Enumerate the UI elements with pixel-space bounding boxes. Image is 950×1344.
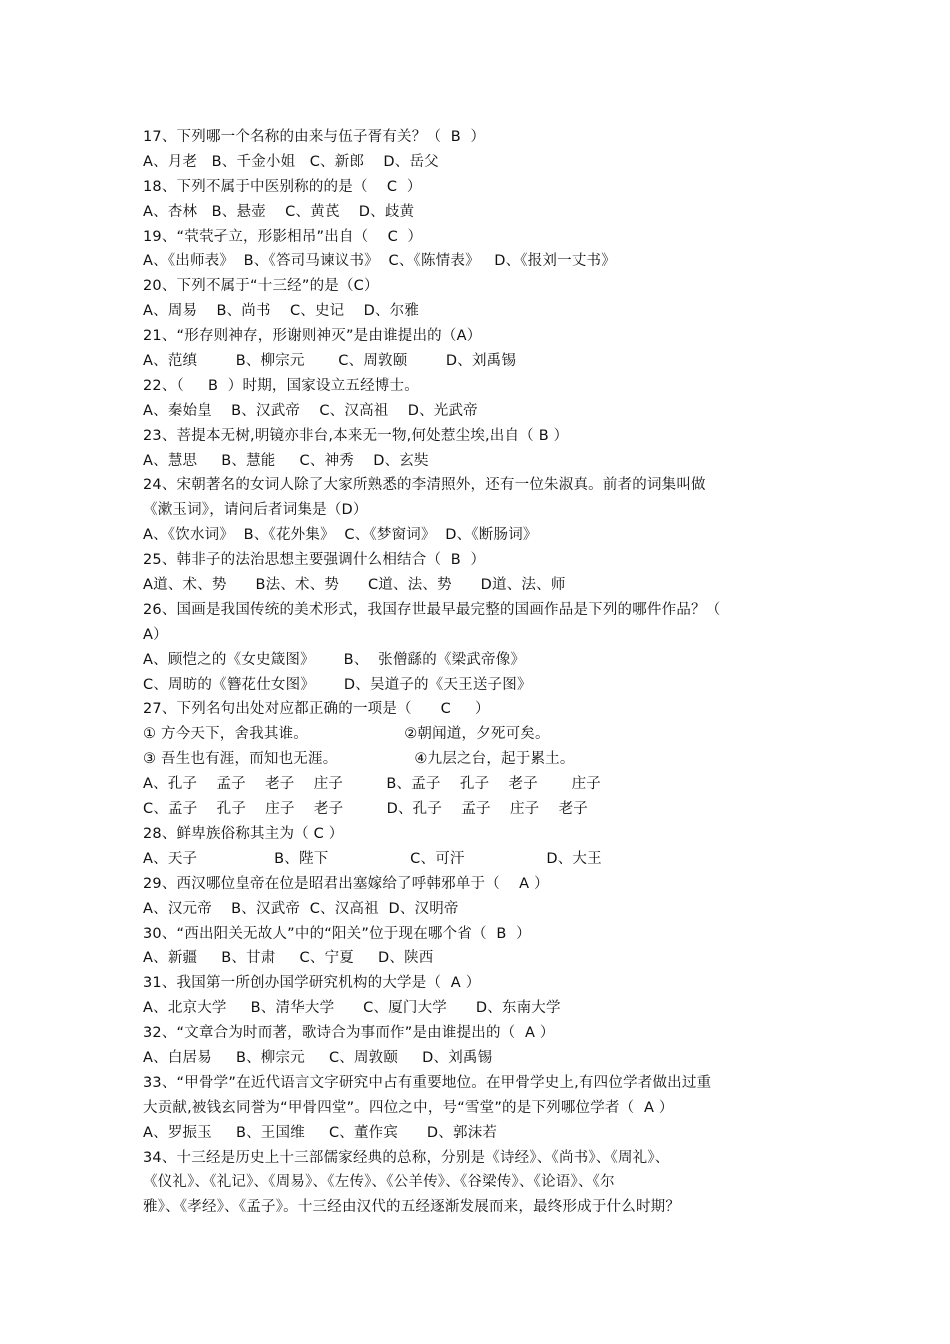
text-line: 《漱玉词》，请问后者词集是（D） <box>143 502 368 519</box>
text-line: 大贡献,被钱玄同誉为“甲骨四堂”。四位之中，号“雪堂”的是下列哪位学者（ A ） <box>143 1099 674 1116</box>
text-line: A、天子 B、陛下 C、可汗 D、大王 <box>143 850 602 867</box>
text-line: 19、“茕茕孑立，形影相吊”出自（ C ） <box>143 228 423 245</box>
text-line: A、《饮水词》 B、《花外集》 C、《梦窗词》 D、《断肠词》 <box>143 527 538 544</box>
text-line: A、月老 B、千金小姐 C、新郎 D、岳父 <box>143 153 439 170</box>
text-line: 21、“形存则神存，形谢则神灭”是由谁提出的（A） <box>143 328 482 345</box>
text-line: A、范缜 B、柳宗元 C、周敦颐 D、刘禹锡 <box>143 353 517 370</box>
text-line: A、汉元帝 B、汉武帝 C、汉高祖 D、汉明帝 <box>143 900 459 917</box>
text-line: 《仪礼》、《礼记》、《周易》、《左传》、《公羊传》、《谷梁传》、《论语》、《尔 <box>143 1174 615 1191</box>
text-line: A、秦始皇 B、汉武帝 C、汉高祖 D、光武帝 <box>143 402 478 419</box>
text-line: A、周易 B、尚书 C、史记 D、尔雅 <box>143 303 420 320</box>
question-list <box>143 125 813 1220</box>
text-line: 25、韩非子的法治思想主要强调什么相结合（ B ） <box>143 552 486 569</box>
text-line: 26、国画是我国传统的美术形式，我国存世最早最完整的国画作品是下列的哪件作品？（ <box>143 601 721 618</box>
text-line: A、罗振玉 B、王国维 C、董作宾 D、郭沫若 <box>143 1124 498 1141</box>
text-line: A、北京大学 B、清华大学 C、厦门大学 D、东南大学 <box>143 1000 561 1017</box>
text-line: A、顾恺之的《女史箴图》 B、 张僧繇的《梁武帝像》 <box>143 651 526 668</box>
text-line: A、孔子 孟子 老子 庄子 B、孟子 孔子 老子 庄子 <box>143 776 601 793</box>
text-line: 雅》、《孝经》、《孟子》。十三经由汉代的五经逐渐发展而来，最终形成于什么时期？ <box>143 1199 681 1216</box>
text-line: 33、“甲骨学”在近代语言文字研究中占有重要地位。在甲骨学史上,有四位学者做出过重 <box>143 1074 712 1091</box>
text-line: A、杏林 B、悬壶 C、黄芪 D、歧黄 <box>143 203 415 220</box>
text-line: ③ 吾生也有涯，而知也无涯。 ④九层之台，起于累土。 <box>143 751 575 768</box>
text-line: 22、（ B ）时期，国家设立五经博士。 <box>143 377 419 394</box>
text-line: A道、术、势 B法、术、势 C道、法、势 D道、法、师 <box>143 577 566 594</box>
text-line: 27、下列名句出处对应都正确的一项是（ C ） <box>143 701 490 718</box>
text-line: 31、我国第一所创办国学研究机构的大学是（ A ） <box>143 975 481 992</box>
text-line: C、周昉的《簪花仕女图》 D、吴道子的《天王送子图》 <box>143 676 532 693</box>
text-line: 28、鲜卑族俗称其主为（ C ） <box>143 825 344 842</box>
text-line: 34、十三经是历史上十三部儒家经典的总称，分别是《诗经》、《尚书》、《周礼》、 <box>143 1149 670 1166</box>
text-line: 32、“文章合为时而著，歌诗合为事而作”是由谁提出的（ A ） <box>143 1025 555 1042</box>
text-line: ① 方今天下，舍我其谁。 ②朝闻道，夕死可矣。 <box>143 726 550 743</box>
text-line: 30、“西出阳关无故人”中的“阳关”位于现在哪个省（ B ） <box>143 925 531 942</box>
text-line: A、《出师表》 B、《答司马谏议书》 C、《陈情表》 D、《报刘一丈书》 <box>143 253 616 270</box>
text-line: 24、宋朝著名的女词人除了大家所熟悉的李清照外，还有一位朱淑真。前者的词集叫做 <box>143 477 706 494</box>
text-line: A、慧思 B、慧能 C、神秀 D、玄奘 <box>143 452 429 469</box>
text-line: A） <box>143 626 168 643</box>
text-line: 23、菩提本无树,明镜亦非台,本来无一物,何处惹尘埃,出自（ B ） <box>143 427 569 444</box>
text-line: 18、下列不属于中医别称的的是（ C ） <box>143 178 422 195</box>
text-line: 29、西汉哪位皇帝在位是昭君出塞嫁给了呼韩邪单于（ A ） <box>143 875 549 892</box>
text-line: A、白居易 B、柳宗元 C、周敦颐 D、刘禹锡 <box>143 1049 493 1066</box>
text-line: A、新疆 B、甘肃 C、宁夏 D、陕西 <box>143 950 434 967</box>
text-line: C、孟子 孔子 庄子 老子 D、孔子 孟子 庄子 老子 <box>143 801 588 818</box>
text-line: 17、下列哪一个名称的由来与伍子胥有关？（ B ） <box>143 129 486 145</box>
text-line: 20、下列不属于“十三经”的是（C） <box>143 278 379 295</box>
